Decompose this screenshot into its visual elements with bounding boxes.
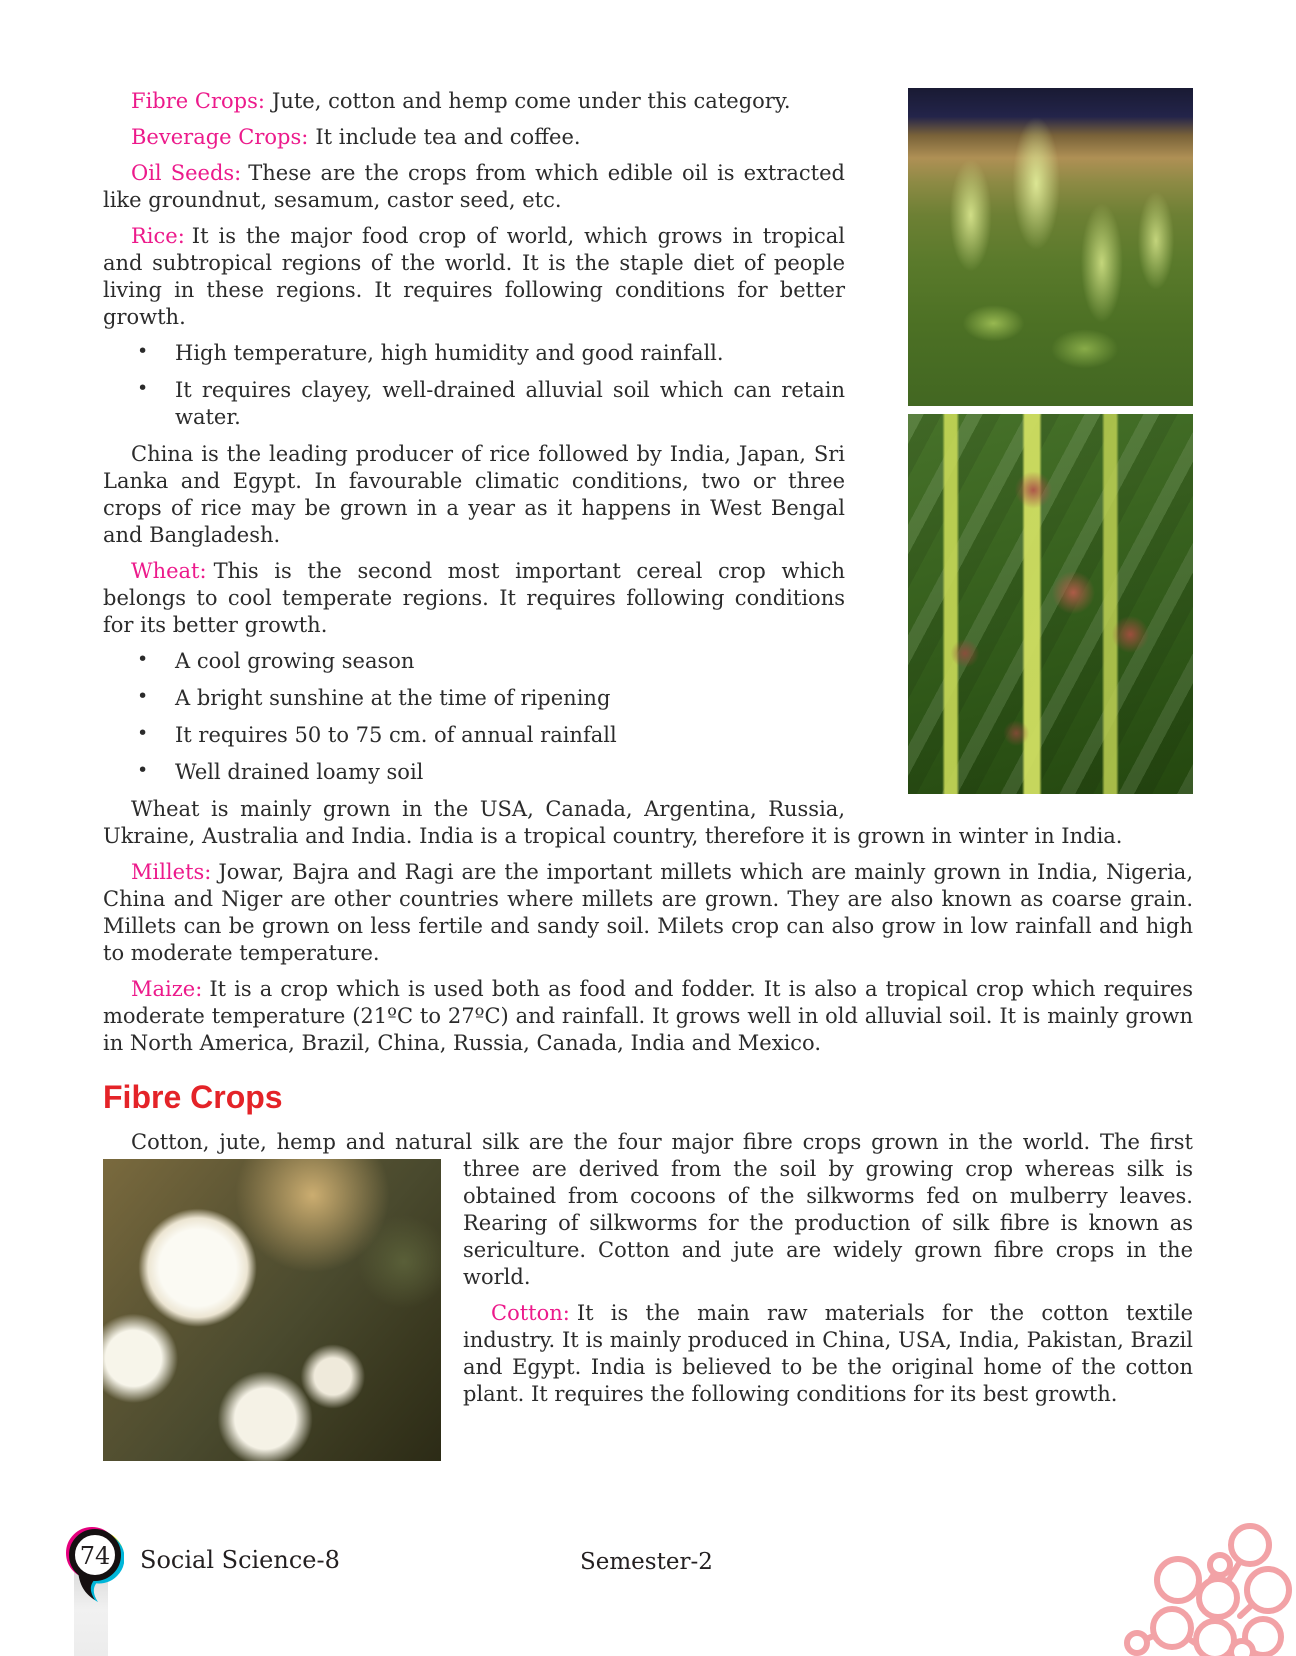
bullet-icon: • <box>137 685 149 707</box>
list-item <box>103 759 1193 786</box>
beverage-crops-text: It include tea and coffee. <box>315 125 581 149</box>
cotton-lead: Cotton: <box>491 1301 570 1325</box>
millets-text: Jowar, Bajra and Ragi are the important millets which are mainly grown in India, Nigeria, China and Niger are other countries where millets are grown. They are also known as coarse grain. Millets can be grown on less fertile and sandy soil. Milets crop can also grow in low rainfall and high to moderate temperature. <box>103 860 1193 965</box>
list-item <box>103 685 1193 712</box>
maize-lead: Maize: <box>131 977 203 1001</box>
fibre-crops-lead: Fibre Crops: <box>131 89 265 113</box>
rice-conditions-list <box>103 340 1193 431</box>
rice-lead: Rice: <box>131 224 185 248</box>
rice-producers-text: China is the leading producer of rice followed by India, Japan, Sri Lanka and Egypt. In favourable climatic conditions, two or three crops of rice may be grown in a year as it happens in West Bengal and Bangladesh. <box>103 442 845 547</box>
wheat-producers-line1: Wheat is mainly grown in the USA, Canada, Argentina, Russia, <box>131 797 845 821</box>
fibre-crops-text: Jute, cotton and hemp come under this category. <box>271 89 791 113</box>
list-item-text: High temperature, high humidity and good rainfall. <box>175 341 724 365</box>
list-item-text: It requires 50 to 75 cm. of annual rainfall <box>175 723 617 747</box>
paragraph-fibre-intro-line1 <box>103 1129 1193 1156</box>
footer-book-title: Social Science-8 <box>140 1546 340 1574</box>
beverage-crops-lead: Beverage Crops: <box>131 125 309 149</box>
paragraph-wheat-producers-rest <box>103 823 1193 850</box>
page-number-badge <box>66 1526 124 1604</box>
paragraph-fibre-intro-rest <box>103 1156 1193 1291</box>
list-item <box>103 377 1193 431</box>
cotton-text: It is the main raw materials for the cotton textile industry. It is mainly produced in China, USA, India, Pakistan, Brazil and Egypt. India is believed to be the original home of the cotton plant. It requires the following conditions for its best growth. <box>463 1301 1193 1406</box>
wheat-lead: Wheat: <box>131 559 207 583</box>
maize-text: It is a crop which is used both as food and fodder. It is also a tropical crop which requires moderate temperature (21ºC to 27ºC) and rainfall. It grows well in old alluvial soil. It is mainly grown in North America, Brazil, China, Russia, Canada, India and Mexico. <box>103 977 1193 1055</box>
list-item-text: A cool growing season <box>175 649 415 673</box>
list-item <box>103 648 1193 675</box>
molecule-circles-decoration <box>1064 1474 1296 1656</box>
list-item-text: A bright sunshine at the time of ripening <box>175 686 611 710</box>
bullet-icon: • <box>137 722 149 744</box>
list-item <box>103 722 1193 749</box>
cotton-plant-photo <box>103 1159 441 1461</box>
page-body-text <box>103 88 1193 1467</box>
fibre-intro-rest: three are derived from the soil by growing crop whereas silk is obtained from cocoons of the silkworms fed on mulberry leaves. Rearing of silkworms for the production of silk fibre is known as sericulture. Cotton and jute are widely grown fibre crops in the world. <box>463 1157 1193 1289</box>
fibre-crops-section-heading: Fibre Crops <box>103 1079 283 1115</box>
list-item-text: It requires clayey, well-drained alluvial soil which can retain water. <box>175 378 845 429</box>
bullet-icon: • <box>137 377 149 399</box>
bullet-icon: • <box>137 340 149 362</box>
bullet-icon: • <box>137 759 149 781</box>
oil-seeds-text: These are the crops from which edible oil is extracted like groundnut, sesamum, castor seed, etc. <box>103 161 845 212</box>
wheat-text: This is the second most important cereal crop which belongs to cool temperate regions. It requires following conditions for its better growth. <box>103 559 845 637</box>
wheat-producers-rest: Ukraine, Australia and India. India is a tropical country, therefore it is grown in winter in India. <box>103 824 1123 848</box>
paragraph-maize <box>103 976 1193 1057</box>
list-item-text: Well drained loamy soil <box>175 760 424 784</box>
rice-text: It is the major food crop of world, which grows in tropical and subtropical regions of the world. It is the staple diet of people living in these regions. It requires following conditions for better growth. <box>103 224 845 329</box>
fibre-intro-line1: Cotton, jute, hemp and natural silk are the four major fibre crops grown in the world. The first <box>131 1130 1193 1154</box>
paragraph-millets <box>103 859 1193 967</box>
oil-seeds-lead: Oil Seeds: <box>131 161 242 185</box>
millets-lead: Millets: <box>131 860 212 884</box>
bullet-icon: • <box>137 648 149 670</box>
page-number: 74 <box>79 1542 111 1570</box>
footer-semester-label: Semester-2 <box>580 1549 713 1575</box>
list-item <box>103 340 1193 367</box>
paragraph-wheat-producers-line1 <box>103 796 1193 823</box>
